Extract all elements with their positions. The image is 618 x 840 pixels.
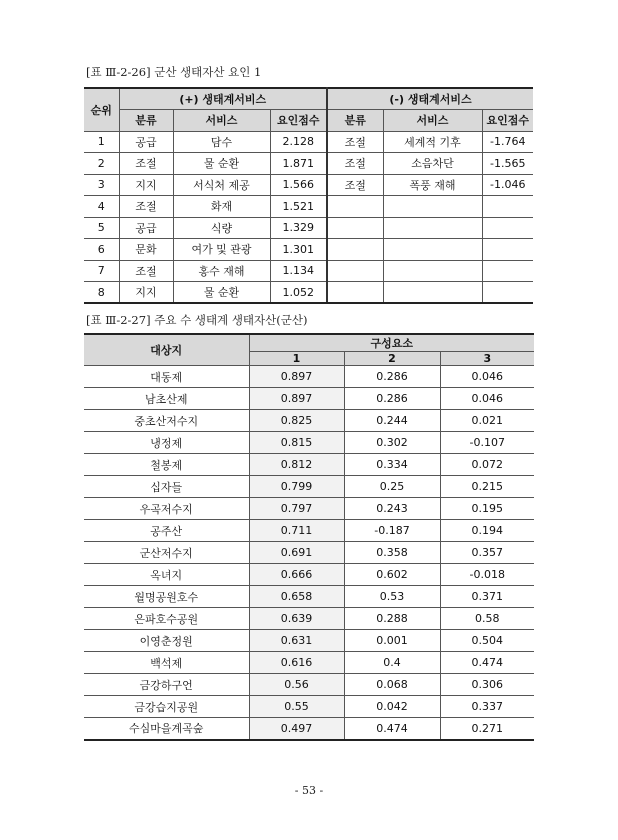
neg-service-cell bbox=[383, 282, 482, 304]
component-3-header: 3 bbox=[440, 352, 534, 366]
table-row bbox=[84, 476, 534, 498]
negative-service-header: (-) 생태계서비스 bbox=[327, 88, 533, 110]
component-2-cell: 0.243 bbox=[344, 498, 440, 520]
site-name-cell: 공주산 bbox=[84, 520, 249, 542]
component-2-cell: 0.602 bbox=[344, 564, 440, 586]
component-2-header: 2 bbox=[344, 352, 440, 366]
target-site-header: 대상지 bbox=[84, 334, 249, 366]
neg-category-cell bbox=[327, 196, 383, 218]
rank-cell: 8 bbox=[84, 282, 119, 304]
neg-score-cell bbox=[482, 196, 533, 218]
rank-cell: 5 bbox=[84, 217, 119, 239]
components-header: 구성요소 bbox=[249, 334, 534, 352]
component-1-cell: 0.497 bbox=[249, 718, 344, 740]
rank-cell: 4 bbox=[84, 196, 119, 218]
pos-category-cell: 문화 bbox=[119, 239, 173, 261]
pos-category-cell: 조절 bbox=[119, 153, 173, 175]
site-name-cell: 군산저수지 bbox=[84, 542, 249, 564]
neg-service-header: 서비스 bbox=[383, 110, 482, 132]
pos-service-cell: 물 순환 bbox=[173, 153, 270, 175]
component-3-cell: 0.215 bbox=[440, 476, 534, 498]
neg-score-cell bbox=[482, 260, 533, 282]
component-3-cell: 0.58 bbox=[440, 608, 534, 630]
table-row bbox=[84, 542, 534, 564]
table-row bbox=[84, 366, 534, 388]
pos-score-cell: 1.134 bbox=[270, 260, 327, 282]
site-name-cell: 우곡저수지 bbox=[84, 498, 249, 520]
table-row bbox=[84, 388, 534, 410]
site-name-cell: 금강습지공원 bbox=[84, 696, 249, 718]
site-name-cell: 철봉제 bbox=[84, 454, 249, 476]
table-row bbox=[84, 410, 534, 432]
table-row bbox=[84, 454, 534, 476]
positive-service-header: (+) 생태계서비스 bbox=[119, 88, 327, 110]
component-2-cell: 0.4 bbox=[344, 652, 440, 674]
pos-service-cell: 화재 bbox=[173, 196, 270, 218]
site-name-cell: 금강하구언 bbox=[84, 674, 249, 696]
pos-category-cell: 공급 bbox=[119, 217, 173, 239]
neg-category-header: 분류 bbox=[327, 110, 383, 132]
component-1-cell: 0.616 bbox=[249, 652, 344, 674]
table-row bbox=[84, 174, 533, 196]
pos-score-cell: 1.052 bbox=[270, 282, 327, 304]
component-1-cell: 0.812 bbox=[249, 454, 344, 476]
rank-cell: 1 bbox=[84, 131, 119, 153]
component-3-cell: 0.371 bbox=[440, 586, 534, 608]
component-3-cell: 0.046 bbox=[440, 388, 534, 410]
component-1-cell: 0.815 bbox=[249, 432, 344, 454]
neg-service-cell bbox=[383, 196, 482, 218]
neg-category-cell bbox=[327, 282, 383, 304]
pos-score-cell: 1.329 bbox=[270, 217, 327, 239]
pos-score-cell: 1.301 bbox=[270, 239, 327, 261]
neg-category-cell bbox=[327, 217, 383, 239]
table2-caption: [표 Ⅲ-2-27] 주요 수 생태계 생태자산(군산) bbox=[86, 313, 308, 327]
component-1-cell: 0.658 bbox=[249, 586, 344, 608]
component-3-cell: 0.021 bbox=[440, 410, 534, 432]
component-1-header: 1 bbox=[249, 352, 344, 366]
site-name-cell: 옥녀지 bbox=[84, 564, 249, 586]
pos-category-cell: 조절 bbox=[119, 196, 173, 218]
table-row bbox=[84, 498, 534, 520]
pos-category-cell: 공급 bbox=[119, 131, 173, 153]
neg-service-cell: 소음차단 bbox=[383, 153, 482, 175]
pos-service-cell: 서식처 제공 bbox=[173, 174, 270, 196]
component-2-cell: 0.474 bbox=[344, 718, 440, 740]
component-3-cell: 0.306 bbox=[440, 674, 534, 696]
component-1-cell: 0.639 bbox=[249, 608, 344, 630]
table-row bbox=[84, 718, 534, 740]
component-1-cell: 0.631 bbox=[249, 630, 344, 652]
neg-category-cell: 조절 bbox=[327, 174, 383, 196]
component-3-cell: -0.018 bbox=[440, 564, 534, 586]
component-3-cell: 0.337 bbox=[440, 696, 534, 718]
table-row bbox=[84, 432, 534, 454]
component-3-cell: 0.046 bbox=[440, 366, 534, 388]
component-1-cell: 0.711 bbox=[249, 520, 344, 542]
pos-score-cell: 1.521 bbox=[270, 196, 327, 218]
component-2-cell: 0.244 bbox=[344, 410, 440, 432]
pos-category-cell: 조절 bbox=[119, 260, 173, 282]
component-3-cell: 0.504 bbox=[440, 630, 534, 652]
site-name-cell: 수심마을계곡숲 bbox=[84, 718, 249, 740]
rank-header: 순위 bbox=[84, 88, 119, 131]
table-row bbox=[84, 153, 533, 175]
rank-cell: 3 bbox=[84, 174, 119, 196]
table-row bbox=[84, 696, 534, 718]
neg-category-cell bbox=[327, 239, 383, 261]
page-number: - 53 - bbox=[294, 784, 324, 797]
pos-service-cell: 식량 bbox=[173, 217, 270, 239]
component-3-cell: 0.072 bbox=[440, 454, 534, 476]
neg-category-cell: 조절 bbox=[327, 153, 383, 175]
neg-score-cell: -1.565 bbox=[482, 153, 533, 175]
component-2-cell: 0.302 bbox=[344, 432, 440, 454]
site-name-cell: 은파호수공원 bbox=[84, 608, 249, 630]
component-3-cell: 0.271 bbox=[440, 718, 534, 740]
component-2-cell: 0.286 bbox=[344, 366, 440, 388]
component-2-cell: 0.288 bbox=[344, 608, 440, 630]
table-row bbox=[84, 217, 533, 239]
component-2-cell: 0.358 bbox=[344, 542, 440, 564]
neg-score-cell: -1.046 bbox=[482, 174, 533, 196]
component-3-cell: 0.474 bbox=[440, 652, 534, 674]
pos-category-cell: 지지 bbox=[119, 174, 173, 196]
pos-service-cell: 홍수 재해 bbox=[173, 260, 270, 282]
pos-score-cell: 1.566 bbox=[270, 174, 327, 196]
pos-score-cell: 1.871 bbox=[270, 153, 327, 175]
table1-caption: [표 Ⅲ-2-26] 군산 생태자산 요인 1 bbox=[86, 65, 262, 79]
table-row bbox=[84, 196, 533, 218]
pos-score-cell: 2.128 bbox=[270, 131, 327, 153]
major-water-ecosystem-table bbox=[84, 333, 534, 741]
pos-category-cell: 지지 bbox=[119, 282, 173, 304]
component-3-cell: 0.195 bbox=[440, 498, 534, 520]
component-1-cell: 0.897 bbox=[249, 366, 344, 388]
component-2-cell: 0.286 bbox=[344, 388, 440, 410]
component-3-cell: -0.107 bbox=[440, 432, 534, 454]
component-1-cell: 0.55 bbox=[249, 696, 344, 718]
pos-category-header: 분류 bbox=[119, 110, 173, 132]
pos-service-cell: 여가 및 관광 bbox=[173, 239, 270, 261]
neg-service-cell: 폭풍 재해 bbox=[383, 174, 482, 196]
neg-score-header: 요인점수 bbox=[482, 110, 533, 132]
neg-score-cell: -1.764 bbox=[482, 131, 533, 153]
component-2-cell: 0.068 bbox=[344, 674, 440, 696]
component-3-cell: 0.194 bbox=[440, 520, 534, 542]
table-row bbox=[84, 239, 533, 261]
site-name-cell: 이영춘정원 bbox=[84, 630, 249, 652]
pos-service-header: 서비스 bbox=[173, 110, 270, 132]
neg-service-cell bbox=[383, 239, 482, 261]
pos-service-cell: 물 순환 bbox=[173, 282, 270, 304]
component-2-cell: 0.25 bbox=[344, 476, 440, 498]
neg-score-cell bbox=[482, 239, 533, 261]
site-name-cell: 남초산제 bbox=[84, 388, 249, 410]
component-2-cell: -0.187 bbox=[344, 520, 440, 542]
table-row bbox=[84, 630, 534, 652]
component-1-cell: 0.799 bbox=[249, 476, 344, 498]
site-name-cell: 월명공원호수 bbox=[84, 586, 249, 608]
rank-cell: 7 bbox=[84, 260, 119, 282]
table-row bbox=[84, 586, 534, 608]
table-row bbox=[84, 260, 533, 282]
site-name-cell: 백석제 bbox=[84, 652, 249, 674]
site-name-cell: 십자들 bbox=[84, 476, 249, 498]
component-2-cell: 0.042 bbox=[344, 696, 440, 718]
rank-cell: 2 bbox=[84, 153, 119, 175]
component-1-cell: 0.897 bbox=[249, 388, 344, 410]
component-2-cell: 0.53 bbox=[344, 586, 440, 608]
neg-service-cell: 세계적 기후 bbox=[383, 131, 482, 153]
site-name-cell: 냉정제 bbox=[84, 432, 249, 454]
component-2-cell: 0.001 bbox=[344, 630, 440, 652]
component-1-cell: 0.56 bbox=[249, 674, 344, 696]
component-3-cell: 0.357 bbox=[440, 542, 534, 564]
table-row bbox=[84, 282, 533, 304]
site-name-cell: 중초산저수지 bbox=[84, 410, 249, 432]
site-name-cell: 대동제 bbox=[84, 366, 249, 388]
component-1-cell: 0.666 bbox=[249, 564, 344, 586]
neg-service-cell bbox=[383, 260, 482, 282]
neg-category-cell bbox=[327, 260, 383, 282]
table-row bbox=[84, 608, 534, 630]
table-row bbox=[84, 131, 533, 153]
neg-service-cell bbox=[383, 217, 482, 239]
ecosystem-factor-table bbox=[84, 87, 533, 304]
table-row bbox=[84, 674, 534, 696]
table-row bbox=[84, 520, 534, 542]
component-2-cell: 0.334 bbox=[344, 454, 440, 476]
component-1-cell: 0.691 bbox=[249, 542, 344, 564]
component-1-cell: 0.797 bbox=[249, 498, 344, 520]
pos-service-cell: 담수 bbox=[173, 131, 270, 153]
table-row bbox=[84, 652, 534, 674]
pos-score-header: 요인점수 bbox=[270, 110, 327, 132]
neg-score-cell bbox=[482, 217, 533, 239]
rank-cell: 6 bbox=[84, 239, 119, 261]
neg-score-cell bbox=[482, 282, 533, 304]
component-1-cell: 0.825 bbox=[249, 410, 344, 432]
table-row bbox=[84, 564, 534, 586]
neg-category-cell: 조절 bbox=[327, 131, 383, 153]
